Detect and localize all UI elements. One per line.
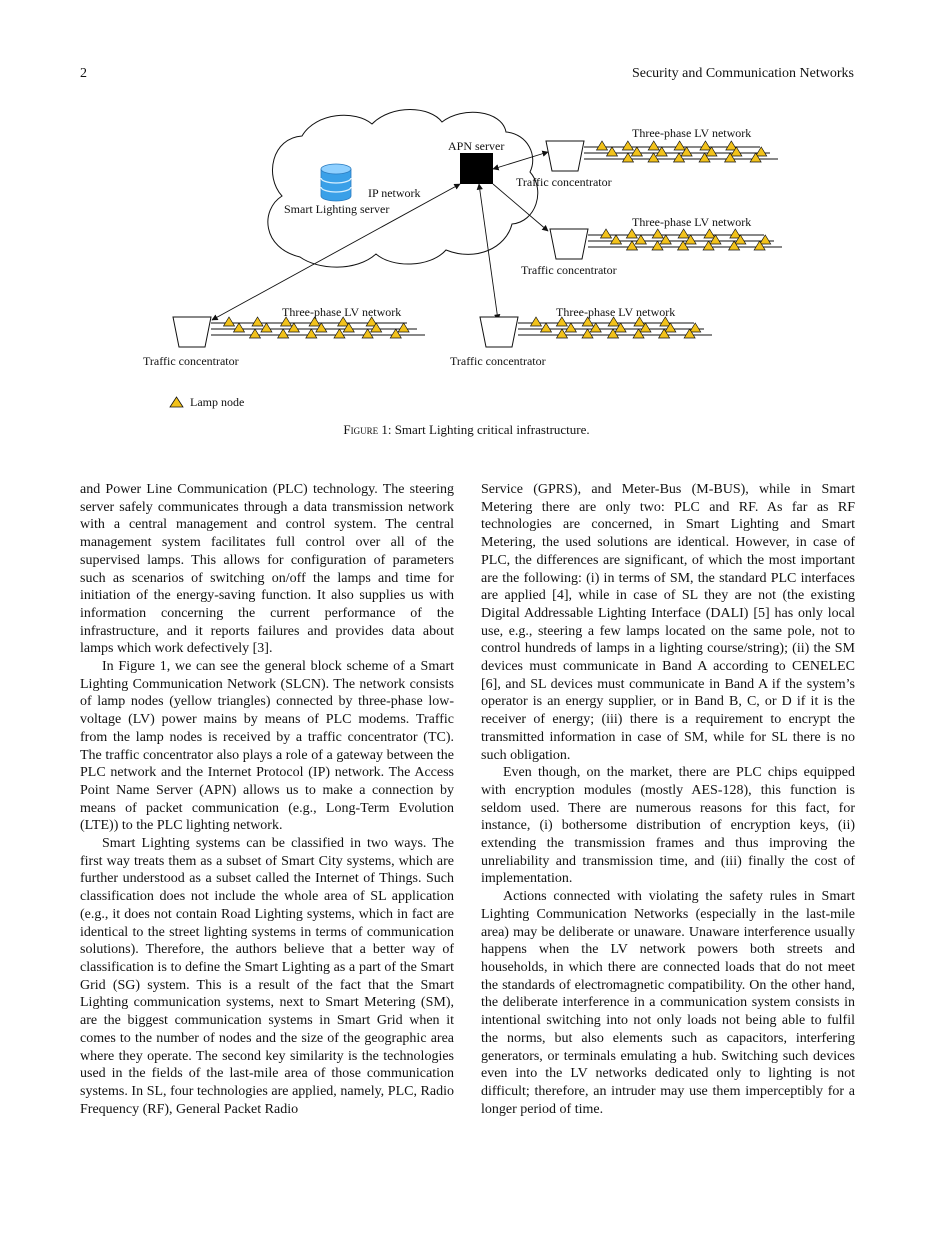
lamp-node — [678, 229, 689, 238]
figure-1-diagram — [0, 0, 933, 450]
apn-server-label: APN server — [448, 139, 505, 153]
lamp-node — [531, 317, 542, 326]
lamp-node — [597, 141, 608, 150]
lamp-node — [756, 147, 767, 156]
traffic-concentrator-label: Traffic concentrator — [450, 354, 546, 368]
traffic-concentrator-label: Traffic concentrator — [521, 263, 617, 277]
figure-caption — [0, 422, 933, 438]
lv-network-label: Three-phase LV network — [282, 305, 402, 319]
paragraph: Even though, on the market, there are PLC chips equipped with encryption modules (mostly AES-128), this function is seldom used. There are numerous reasons for this fact, for instance, (i) bothersome distribution of encryption keys, (ii) extending the transmission frames and thus improving the unreliability and transmission time, and (iii) finally the cost of implementation. — [481, 765, 855, 887]
lamp-node — [611, 235, 622, 244]
lamp-node — [674, 141, 685, 150]
lamp-node — [648, 141, 659, 150]
traffic-concentrator — [546, 141, 584, 171]
lamp-node — [250, 329, 261, 338]
traffic-concentrator — [173, 317, 211, 347]
left-column — [80, 481, 454, 1118]
paragraph: and Power Line Communication (PLC) technology. The steering server safely communicates through a data transmission network with a central management and control system. The central management system facilitates full control over all of the supervised lamps. This allows for configuration of parameters such as scenarios of switching on/off the lamps and time for initiation of the energy-saving function. It also supplies us with information concerning the current performance of the infrastructure, and it reports failures and provides data about lamps which work defectively [3]. — [80, 482, 454, 657]
lamp-node — [278, 329, 289, 338]
lamp-node — [652, 229, 663, 238]
lamp-node — [252, 317, 263, 326]
figure-caption-label: Figure 1: — [343, 422, 392, 437]
lamp-node — [635, 235, 646, 244]
lamp-node — [565, 323, 576, 332]
paragraph: Actions connected with violating the safety rules in Smart Lighting Communication Networks (especially in the last-mile area) may be deliberate or unaware. Unaware interference usually happens when the LV network powers both streets and households, in which there are connected loads that do not meet the standards of electromagnetic compatibility. On the other hand, the deliberate interference in a communication system consists in intentional switching into not only loads not being able to fulfil the norms, but also elements such as capacitors, interfering generators, or terminals emulating a hub. Switching such devices even into the LV networks dedicated only to lighting is not difficult; therefore, an intruder may use them imperceptibly for a longer period of time. — [481, 889, 855, 1117]
paragraph: Smart Lighting systems can be classified in two ways. The first way treats them as a subset of Smart City systems, which are further understood as a subset called the Internet of Things. Such classification does not include the whole area of SL application (e.g., it does not contain Road Lighting systems, which in fact are identical to the street lighting systems in terms of communication solutions). Therefore, the authors believe that a better way of classification is to define the Smart Lighting as a part of the Smart Grid (SG) system. This is a result of the fact that the Smart Lighting communication systems, next to Smart Metering (SM), are the biggest communication systems in Smart Grid when it comes to the number of nodes and the size of the geographic area where they operate. The second key similarity is the technologies used in the fields of the last-mile area of those communication systems. In SL, four technologies are applied, namely, PLC, Radio Frequency (RF), General Packet Radio — [80, 836, 454, 1117]
smart-lighting-server-label: Smart Lighting server — [284, 202, 390, 216]
right-column — [481, 481, 855, 1118]
lamp-node — [760, 235, 771, 244]
paragraph: In Figure 1, we can see the general block scheme of a Smart Lighting Communication Network (SLCN). The network consists of lamp nodes (yellow triangles) connected by three-phase low-voltage (LV) power mains by means of PLC modems. Traffic from the lamp nodes is received by a traffic concentrator (TC). The traffic concentrator also plays a role of a gateway between the PLC network and the Internet Protocol (IP) network. The Access Point Name Server (APN) allows us to make a connection by means of packet communication (e.g., Long-Term Evolution (LTE)) to the PLC lighting network. — [80, 659, 454, 834]
ip-network-label: IP network — [368, 186, 421, 200]
journal-title: Security and Communication Networks — [631, 66, 854, 81]
lamp-node — [623, 153, 634, 162]
lv-network-label: Three-phase LV network — [632, 215, 752, 229]
lamp-node — [557, 329, 568, 338]
lamp-node — [704, 229, 715, 238]
lamp-node — [234, 323, 245, 332]
lamp-node — [261, 323, 272, 332]
database-icon — [321, 164, 351, 201]
lamp-node — [631, 147, 642, 156]
lamp-node-legend-label: Lamp node — [190, 395, 245, 409]
lamp-node-legend-icon — [170, 397, 183, 407]
traffic-concentrator — [550, 229, 588, 259]
lamp-node — [601, 229, 612, 238]
lamp-node — [541, 323, 552, 332]
figure-caption-text: Smart Lighting critical infrastructure. — [391, 422, 590, 437]
lv-network-label: Three-phase LV network — [556, 305, 676, 319]
lamp-node — [306, 329, 317, 338]
lamp-node — [626, 229, 637, 238]
lamp-node — [622, 141, 633, 150]
lamp-node — [690, 323, 701, 332]
traffic-concentrator-label: Traffic concentrator — [516, 175, 612, 189]
lamp-node — [334, 329, 345, 338]
lamp-node — [607, 147, 618, 156]
page-number: 2 — [80, 66, 87, 81]
traffic-concentrator-label: Traffic concentrator — [143, 354, 239, 368]
apn-server-box — [460, 153, 493, 184]
paragraph: Service (GPRS), and Meter-Bus (M-BUS), while in Smart Metering there are only two: PLC and RF. As far as RF technologies are concerned, in Smart Lighting and Smart Metering, the used solutions are identical. However, in case of PLC, the differences are significant, of which the most important are the following: (i) in terms of SM, the standard PLC interfaces are applied [4], while in case of SL they are not (the existing Digital Addressable Lighting Interface (DALI) [5] has only local use, e.g., steering a few lamps located on the same pole, not to control hundreds of lamps in a lighting course/string); (ii) the SM devices must communicate in Band A according to CENELEC [6], and SL devices must communicate in Band A if the system’s operator is an energy supplier, or in Band B, C, or D if it is the receiver of energy; (iii) there is a requirement to encrypt the transmitted information in case of SM, while for SL there is no such obligation. — [481, 482, 855, 763]
lamp-node — [398, 323, 409, 332]
lamp-node — [224, 317, 235, 326]
traffic-concentrator — [480, 317, 518, 347]
lamp-node — [627, 241, 638, 250]
lamp-node — [700, 141, 711, 150]
lv-network-label: Three-phase LV network — [632, 126, 752, 140]
